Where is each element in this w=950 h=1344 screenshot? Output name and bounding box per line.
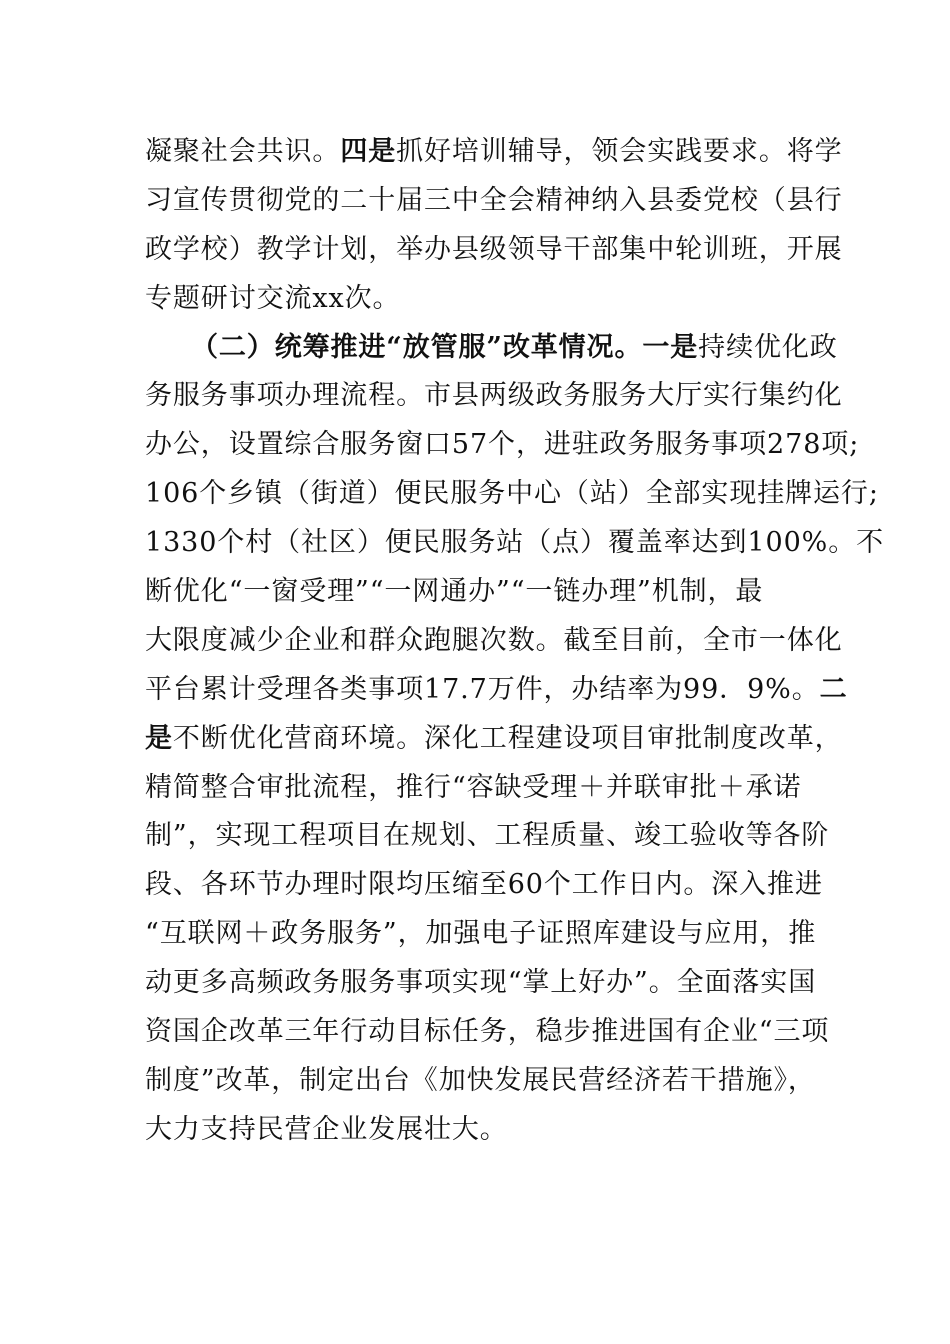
text-line: “互联网＋政务服务”，加强电子证照库建设与应用，推: [145, 918, 817, 950]
document-page: [145, 128, 885, 1155]
text-line: 习宣传贯彻党的二十届三中全会精神纳入县委党校（县行: [145, 184, 843, 216]
section-heading-line: （二）统筹推进“放管服”改革情况。一是持续优化政: [191, 331, 838, 363]
text-line: 106个乡镇（街道）便民服务中心（站）全部实现挂牌运行;: [145, 478, 879, 510]
text-line: 务服务事项办理流程。市县两级政务服务大厅实行集约化: [145, 380, 843, 412]
text-line: 办公，设置综合服务窗口57个，进驻政务服务事项278项;: [145, 429, 860, 461]
paragraph-1: [145, 128, 843, 324]
text-line: 政学校）教学计划，举办县级领导干部集中轮训班，开展: [145, 233, 843, 265]
text-line: 断优化“一窗受理”“一网通办”“一链办理”机制，最: [145, 576, 764, 608]
text-line: 1330个村（社区）便民服务站（点）覆盖率达到100%。不: [145, 527, 885, 559]
text-line: 大限度减少企业和群众跑腿次数。截至目前，全市一体化: [145, 624, 843, 656]
text-line: 动更多高频政务服务事项实现“掌上好办”。全面落实国: [145, 967, 817, 999]
text-line: 凝聚社会共识。四是抓好培训辅导，领会实践要求。将学: [145, 136, 843, 167]
text-line: 资国企改革三年行动目标任务，稳步推进国有企业“三项: [145, 1016, 830, 1048]
text-line: 平台累计受理各类事项17.7万件，办结率为99．9%。二: [145, 673, 848, 705]
paragraph-2: [145, 324, 885, 1155]
section-heading: （二）统筹推进“放管服”改革情况。一是: [191, 331, 699, 363]
bold-marker: 四是: [340, 136, 397, 167]
bold-marker: 二: [819, 673, 848, 705]
text-line: 精简整合审批流程，推行“容缺受理＋并联审批＋承诺: [145, 771, 802, 803]
text-line: 制”，实现工程项目在规划、工程质量、竣工验收等各阶: [145, 820, 830, 852]
bold-marker: 是: [145, 722, 173, 754]
text-line: 大力支持民营企业发展壮大。: [145, 1113, 508, 1145]
text-line: 制度”改革，制定出台《加快发展民营经济若干措施》，: [145, 1064, 816, 1096]
text-line: 段、各环节办理时限均压缩至60个工作日内。深入推进: [145, 869, 823, 901]
text-line: 是不断优化营商环境。深化工程建设项目审批制度改革，: [145, 722, 843, 754]
text-line: 专题研讨交流xx次。: [145, 282, 401, 314]
